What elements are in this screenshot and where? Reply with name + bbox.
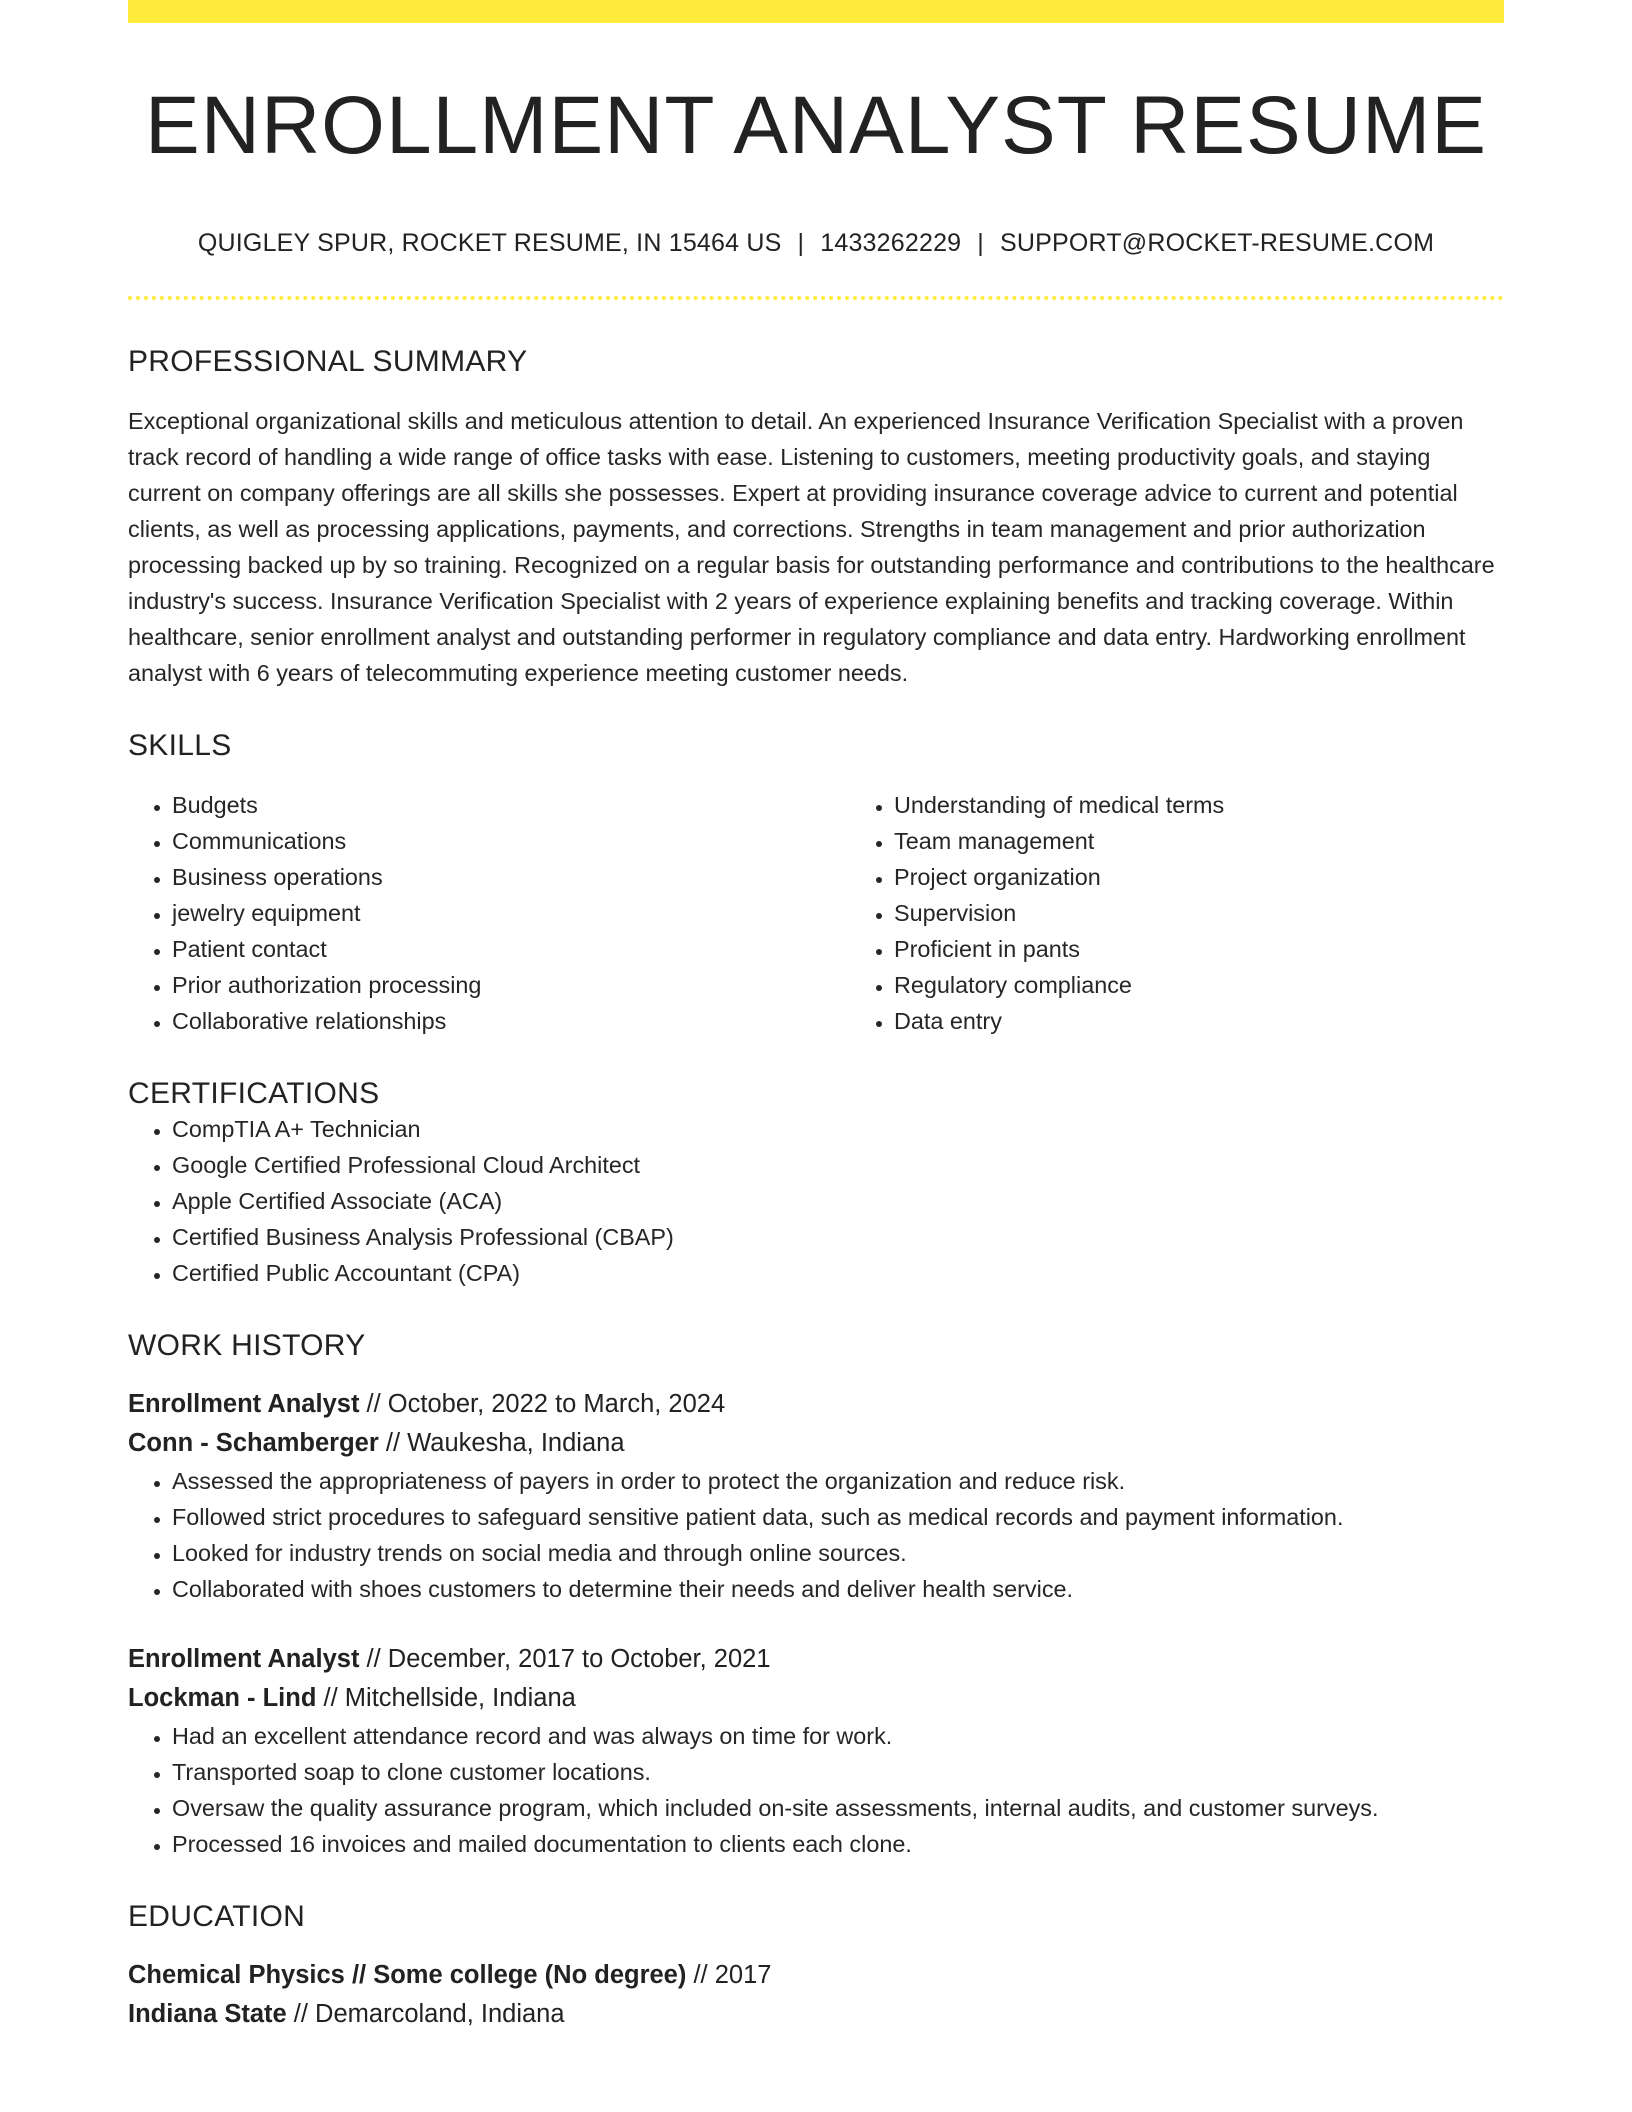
job-dates: // October, 2022 to March, 2024 xyxy=(366,1390,726,1419)
skill-item: • Understanding of medical terms xyxy=(894,787,1572,823)
skill-item: • Data entry xyxy=(894,1003,1572,1039)
certification-item: • Apple Certified Associate (ACA) xyxy=(172,1183,1504,1219)
education-degree: Chemical Physics // Some college (No degree) xyxy=(128,1961,687,1990)
contact-email[interactable]: SUPPORT@ROCKET-RESUME.COM xyxy=(999,229,1435,258)
contact-line xyxy=(128,229,1504,258)
contact-separator: | xyxy=(797,229,805,258)
job-dates: // December, 2017 to October, 2021 xyxy=(366,1645,771,1674)
job-duty-item: • Assessed the appropriateness of payers in order to protect the organization and reduce risk. xyxy=(172,1463,1504,1499)
job-title-line xyxy=(128,1640,1504,1679)
skill-item: • Patient contact xyxy=(172,931,850,967)
certification-item: • Certified Public Accountant (CPA) xyxy=(172,1255,1504,1291)
top-accent-bar xyxy=(128,0,1504,23)
skills-heading: SKILLS xyxy=(128,729,232,763)
certifications-heading: CERTIFICATIONS xyxy=(128,1077,380,1111)
education-location: // Demarcoland, Indiana xyxy=(293,2000,565,2029)
job-duty-item: • Oversaw the quality assurance program, which included on-site assessments, internal audits, and customer surveys. xyxy=(172,1790,1504,1826)
skill-item: • Team management xyxy=(894,823,1572,859)
summary-text: Exceptional organizational skills and meticulous attention to detail. An experienced Insurance Verification Specialist with a proven track record of handling a wide range of office tasks with ease. Listening to customers, meeting productivity goals, and staying current on company offerings are all skills she possesses. Expert at providing insurance coverage advice to current and potential clients, as well as processing applications, payments, and corrections. Strengths in team management and prior authorization processing backed up by so training. Recognized on a regular basis for outstanding performance and contributions to the healthcare industry's success. Insurance Verification Specialist with 2 years of experience explaining benefits and tracking coverage. Within healthcare, senior enrollment analyst and outstanding performer in regulatory compliance and data entry. Hardworking enrollment analyst with 6 years of telecommuting experience meeting customer needs. xyxy=(128,408,1495,687)
work-history-heading: WORK HISTORY xyxy=(128,1329,366,1363)
skill-item: • Regulatory compliance xyxy=(894,967,1572,1003)
job-title: Enrollment Analyst xyxy=(128,1645,360,1674)
job-company-line xyxy=(128,1424,1504,1463)
skill-item: • Collaborative relationships xyxy=(172,1003,850,1039)
job-title-line xyxy=(128,1385,1504,1424)
job-company-line xyxy=(128,1679,1504,1718)
skill-item: • Project organization xyxy=(894,859,1572,895)
job-location: // Waukesha, Indiana xyxy=(385,1429,625,1458)
summary-heading: PROFESSIONAL SUMMARY xyxy=(128,345,528,379)
contact-separator: | xyxy=(977,229,984,258)
job-duty-item: • Looked for industry trends on social media and through online sources. xyxy=(172,1535,1504,1571)
job-duties-list xyxy=(128,1718,1504,1862)
certification-item: • Google Certified Professional Cloud Architect xyxy=(172,1147,1504,1183)
certification-item: • CompTIA A+ Technician xyxy=(172,1111,1504,1147)
skill-item: • Business operations xyxy=(172,859,850,895)
skills-columns xyxy=(128,787,1504,1039)
skill-item: • Communications xyxy=(172,823,850,859)
education-heading: EDUCATION xyxy=(128,1900,306,1934)
contact-phone: 1433262229 xyxy=(820,229,962,258)
job-duties-list xyxy=(128,1463,1504,1607)
job-duty-item: • Processed 16 invoices and mailed documentation to clients each clone. xyxy=(172,1826,1504,1862)
skills-list-left xyxy=(128,787,850,1039)
certifications-list xyxy=(128,1111,1504,1291)
job-duty-item: • Collaborated with shoes customers to determine their needs and deliver health service. xyxy=(172,1571,1504,1607)
education-school: Indiana State xyxy=(128,2000,287,2029)
job-company: Lockman - Lind xyxy=(128,1684,317,1713)
job-duty-item: • Followed strict procedures to safeguard sensitive patient data, such as medical records and payment information. xyxy=(172,1499,1504,1535)
education-degree-line xyxy=(128,1956,1504,1995)
job-title: Enrollment Analyst xyxy=(128,1390,360,1419)
education-year: // 2017 xyxy=(693,1961,772,1990)
job-duty-item: • Had an excellent attendance record and was always on time for work. xyxy=(172,1718,1504,1754)
certification-item: • Certified Business Analysis Professional (CBAP) xyxy=(172,1219,1504,1255)
contact-address: QUIGLEY SPUR, ROCKET RESUME, IN 15464 US xyxy=(197,229,782,258)
job-company: Conn - Schamberger xyxy=(128,1429,379,1458)
resume-title: ENROLLMENT ANALYST RESUME xyxy=(145,80,1487,171)
skill-item: • Budgets xyxy=(172,787,850,823)
skill-item: • Proficient in pants xyxy=(894,931,1572,967)
education-school-line xyxy=(128,1995,1504,2034)
job-duty-item: • Transported soap to clone customer locations. xyxy=(172,1754,1504,1790)
skill-item: • jewelry equipment xyxy=(172,895,850,931)
header-divider xyxy=(128,296,1504,300)
skill-item: • Prior authorization processing xyxy=(172,967,850,1003)
skill-item: • Supervision xyxy=(894,895,1572,931)
job-location: // Mitchellside, Indiana xyxy=(323,1684,576,1713)
skills-list-right xyxy=(850,787,1572,1039)
resume-page xyxy=(128,0,1504,2034)
